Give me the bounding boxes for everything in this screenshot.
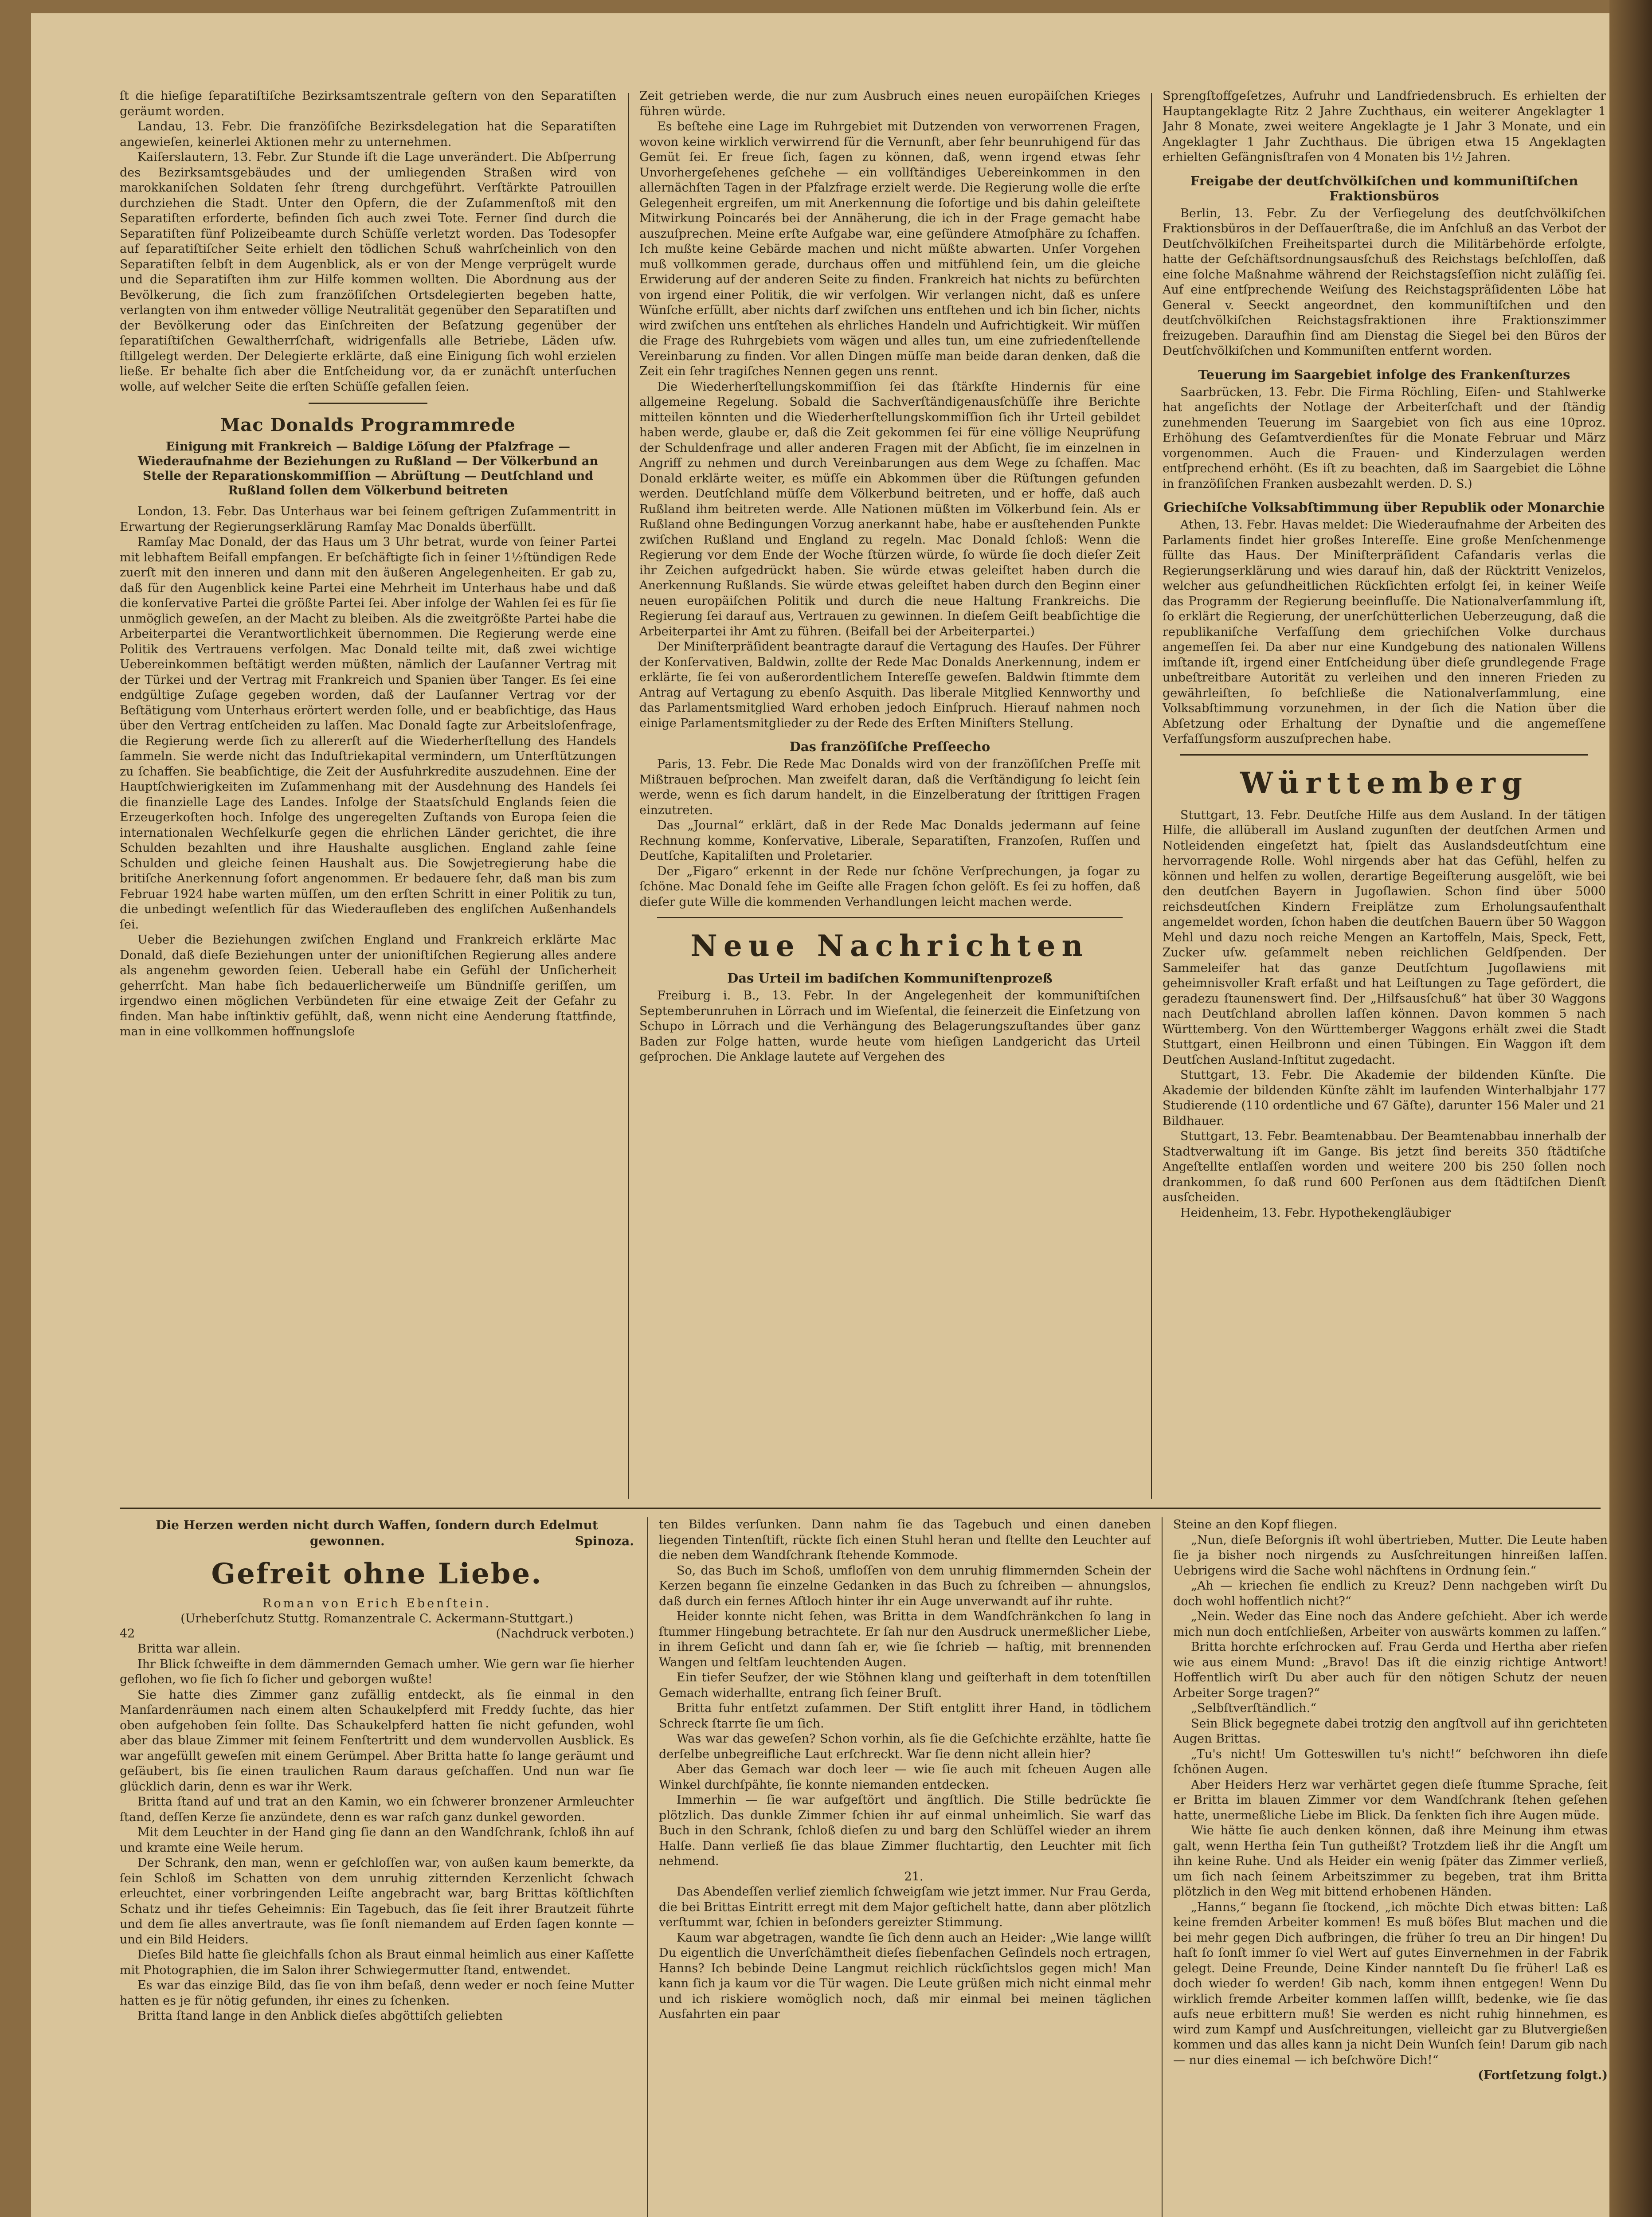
novel-paragraph: „Ah — kriechen ſie endlich zu Kreuz? Denn nachgeben wirſt Du doch wohl hoffentlich nicht?“: [1173, 1579, 1608, 1608]
section-heading-wuerttemberg: Württemberg: [1240, 765, 1529, 800]
article-paragraph: Sprengſtoffgeſetzes, Aufruhr und Landfriedensbruch. Es erhielten der Hauptangeklagte Ritz 2 Jahre Zuchthaus, ein weiterer Angeklagter 1 Jahr 8 Monate, zwei weitere Angeklagte je 1 Jahr 3 Monate, und ein Angeklagter 1 Jahr Zuchthaus. Die übrigen etwa 15 Angeklagten erhielten Gefängnisſtrafen von 4 Monaten bis 1½ Jahren.: [1163, 89, 1606, 164]
novel-paragraph: Britta ſtand auf und trat an den Kamin, wo ein ſchwerer bronzener Armleuchter ſtand, deſſen Kerze ſie anzündete, denn es war raſch ganz dunkel geworden.: [120, 1795, 634, 1824]
novel-paragraph: Ein tiefer Seufzer, der wie Stöhnen klang und geiſterhaft in dem totenſtillen Gemach widerhallte, entrang ſich ſeiner Bruſt.: [659, 1671, 1151, 1700]
novel-installment-line: [120, 1626, 634, 1641]
novel-paragraph: Der Schrank, den man, wenn er geſchloſſen war, von außen kaum bemerkte, da ſein Schloß im Schatten von dem unruhig zitternden Kerzenlicht ſchwach erleuchtet, einer vorbringenden Leiſte angebracht war, barg Brittas köſtlichſten Schatz und ihr tiefes Geheimnis: Ein Tagebuch, das ſie ſeit ihrer Brautzeit führte und dem ſie alles anvertraute, was ſie ſonſt niemandem auf Erden ſagen konnte — und ein Bild Heiders.: [120, 1856, 634, 1947]
novel-rights: (Urheberſchutz Stuttg. Romanzentrale C. Ackermann-Stuttgart.): [180, 1612, 573, 1626]
novel-text-1: [120, 1641, 634, 2024]
headline-saar: Teuerung im Saargebiet infolge des Frankenſturzes: [1198, 367, 1570, 382]
article-paragraph: Das „Journal“ erklärt, daß in der Rede Mac Donalds jedermann auf ſeine Rechnung komme, Konſervative, Liberale, Separatiſten, Franzoſen, Ruſſen und Deutſche, Kapitaliſten und Proletarier.: [639, 819, 1140, 863]
headline-press-echo: Das franzöſiſche Preſſeecho: [789, 739, 990, 754]
novel-column-3: [1173, 1517, 1608, 2217]
motto-author: Spinoza.: [575, 1534, 634, 1548]
novel-paragraph: Mit dem Leuchter in der Hand ging ſie dann an den Wandſchrank, ſchloß ihn auf und kramte eine Weile herum.: [120, 1825, 634, 1855]
article-paragraph: Der Miniſterpräſident beantragte darauf die Vertagung des Hauſes. Der Führer der Konſervativen, Baldwin, zollte der Rede Mac Donalds Anerkennung, indem er erklärte, ſie ſei von außerordentlichem Intereſſe geweſen. Baldwin ſtimmte dem Antrag auf Vertagung zu ebenſo Asquith. Das liberale Mitglied Kennworthy und das Parlamentsmitglied Ward erhoben jedoch Einſpruch. Hierauf nahmen noch einige Parlamentsmitglieder zu der Rede des Erſten Miniſters Stellung.: [639, 640, 1140, 730]
novel-text-2: [659, 1517, 1151, 2022]
divider: [309, 403, 428, 404]
article-paragraph: Kaiſerslautern, 13. Febr. Zur Stunde iſt die Lage unverändert. Die Abſperrung des Bezirksamtsgebäudes und der umliegenden Straßen wird von marokkaniſchen Soldaten ſehr ſtreng durchgeführt. Verſtärkte Patrouillen durchziehen die Stadt. Unter den Opfern, die der Zuſammenſtoß mit den Separatiſten erforderte, befinden ſich auch zwei Tote. Ferner ſind durch die Separatiſten fünf Polizeibeamte durch Schüſſe verletzt worden. Das Todesopfer auf ſeparatiſtiſcher Seite erhielt den tödlichen Schuß wahrſcheinlich von den Separatiſten ſelbſt in dem Augenblick, als er von der Menge verprügelt wurde und die Separatiſten ihm zur Hilfe kommen wollten. Die Abordnung aus der Bevölkerung, die ſich zum franzöſiſchen Ortsdelegierten begeben hatte, verlangten von ihm entweder völlige Neutralität gegenüber den Separatiſten und der Bevölkerung oder das Einſchreiten der Beſatzung gegenüber der ſeparatiſtiſchen Gewaltherrſchaft, widrigenfalls alle Betriebe, Läden uſw. ſtillgelegt werden. Der Delegierte erklärte, daß eine Einigung ſich wohl erzielen ließe. Er behalte ſich aber die Entſcheidung vor, da er zunächſt unterſuchen wolle, auf welcher Seite die erſten Schüſſe gefallen ſeien.: [120, 150, 616, 394]
article-paragraph: Die Wiederherſtellungskommiſſion ſei das ſtärkſte Hindernis für eine allgemeine Regelung. Sobald die Sachverſtändigenausſchüſſe ihre Berichte mitteilen könnten und die Wiederherſtellungskommiſſion ſich ihr Urteil gebildet haben werde, glaube er, daß die Zeit gekommen ſei für eine völlige Neuprüfung der Schuldenfrage und aller anderen Fragen mit der Abſicht, ſie im einzelnen in Angriff zu nehmen und durch Vereinbarungen aus dem Wege zu ſchaffen. Mac Donald erklärte weiter, es müſſe ein Abkommen über die Rüſtungen gefunden werden. Deutſchland müſſe dem Völkerbund beitreten, und er hoffe, daß auch Rußland ihm beitreten werde. Alle Nationen müßten im Völkerbund ſein. Als er Rußland ohne Bedingungen Vorzug anerkannt habe, habe er ausſtehenden Punkte zwiſchen Rußland und England zu regeln. Mac Donald ſchloß: Wenn die Regierung vor dem Ende der Woche ſtürzen würde, ſo würde ſie doch dieſer Zeit ihr Zeichen aufgedrückt haben. Sie würde etwas geleiſtet haben durch die Anerkennung Rußlands. Sie würde etwas geleiſtet haben durch den Beginn einer neuen europäiſchen Politik und durch die neue Haltung Frankreichs. Die Regierung ſei darauf aus, Vertrauen zu gewinnen. In dieſem Geiſt beabſichtige die Arbeiterpartei ihr Amt zu führen. (Beifall bei der Arbeiterpartei.): [639, 380, 1140, 638]
novel-paragraph: Was war das geweſen? Schon vorhin, als ſie die Geſchichte erzählte, hatte ſie derſelbe unbegreifliche Laut erſchreckt. War ſie denn nicht allein hier?: [659, 1732, 1151, 1761]
novel-column-1: [120, 1517, 634, 2217]
novel-paragraph: „Nein. Weder das Eine noch das Andere geſchieht. Aber ich werde mich nun doch entſchließen, Arbeiter von auswärts kommen zu laſſen.“: [1173, 1610, 1608, 1639]
novel-byline: Roman von Erich Ebenſtein.: [262, 1597, 491, 1610]
novel-text-3: [1173, 1517, 1608, 2084]
novel-paragraph: Sie hatte dies Zimmer ganz zufällig entdeckt, als ſie einmal in den Manſardenräumen nach einem alten Schaukelpferd mit Freddy ſuchte, das hier oben aufgehoben ſein ſollte. Das Schaukelpferd hatten ſie nicht gefunden, wohl aber das blaue Zimmer mit ſeinem Fenſtertritt und dem wundervollen Ausblick. Es war angefüllt geweſen mit einem Gerümpel. Aber Britta hatte ſo lange geräumt und geſäubert, bis ſie einen traulichen Raum daraus geſchaffen. Und nun war ſie glücklich darin, denn es war ihr Werk.: [120, 1688, 634, 1794]
novel-paragraph: Aber Heiders Herz war verhärtet gegen dieſe ſtumme Sprache, ſeit er Britta im blauen Zimmer vor dem Wandſchrank ſtehen geſehen hatte, unermeßliche Liebe im Blick. Da ſenkten ſich ihre Augen müde.: [1173, 1778, 1608, 1822]
headline-verdict: Das Urteil im badiſchen Kommuniſtenprozeß: [727, 971, 1053, 986]
novel-paragraph: (Fortſetzung folgt.): [1478, 2068, 1608, 2082]
column-2: [639, 89, 1140, 1499]
book-spine: [1609, 0, 1652, 2217]
article-paragraph: Heidenheim, 13. Febr. Hypothekengläubiger: [1180, 1206, 1451, 1220]
article-paragraph: Paris, 13. Febr. Die Rede Mac Donalds wird von der franzöſiſchen Preſſe mit Mißtrauen beſprochen. Man zweifelt daran, daß die Verſtändigung ſo leicht ſein werde, wenn es ſich darum handelt, in die Einzelberatung der ſtrittigen Fragen einzutreten.: [639, 757, 1140, 817]
article-paragraph: Ueber die Beziehungen zwiſchen England und Frankreich erklärte Mac Donald, daß dieſe Beziehungen unter der unioniſtiſchen Regierung alles andere als angenehm geworden ſeien. Ueberall habe ein Gefühl der Unſicherheit geherrſcht. Man habe ſich bedauerlicherweiſe um Bündniſſe geriſſen, um irgendwo einen möglichen Verbündeten für eine etwaige Zeit der Gefahr zu finden. Man habe inſtinktiv gefühlt, daß, wenn nicht eine Aenderung ſtattfinde, man in eine vollkommen hoffnungsloſe: [120, 933, 616, 1038]
article-paragraph: ſt die hieſige ſeparatiſtiſche Bezirksamtszentrale geſtern von den Separatiſten geräumt worden.: [120, 89, 616, 118]
motto-text: Die Herzen werden nicht durch Waffen, ſondern durch Edelmut gewonnen.: [156, 1518, 598, 1548]
headline-release: Freigabe der deutſchvölkiſchen und kommuniſtiſchen Fraktionsbüros: [1190, 173, 1578, 204]
novel-title: Gefreit ohne Liebe.: [211, 1557, 543, 1590]
novel-paragraph: So, das Buch im Schoß, umfloſſen von dem unruhig flimmernden Schein der Kerzen begann ſie einzelne Gedanken in das Buch zu ſchreiben — ahnungslos, daß durch ein fernes Aſtloch hinter ihr ein Auge unverwandt auf ihr ruhte.: [659, 1563, 1151, 1608]
novel-paragraph: Britta horchte erſchrocken auf. Frau Gerda und Hertha aber riefen wie aus einem Mund: „Bravo! Das iſt die einzig richtige Antwort! Hoffentlich wirſt Du aber auch für den nötigen Schutz der neuen Arbeiter Sorge tragen?“: [1173, 1640, 1608, 1700]
column-rule: [647, 1517, 648, 2217]
novel-paragraph: Wie hätte ſie auch denken können, daß ihre Meinung ihm etwas galt, wenn Hertha ſein Tun gutheißt? Trotzdem ließ ihr die Angſt um ihn keine Ruhe. Und als Heider ein wenig ſpäter das Zimmer verließ, um ſich nach ſeinem Arbeitszimmer zu begeben, trat ihm Britta plötzlich in den Weg mit bittend erhobenen Händen.: [1173, 1824, 1608, 1899]
novel-paragraph: Kaum war abgetragen, wandte ſie ſich denn auch an Heider: „Wie lange willſt Du eigentlich die Unverſchämtheit dieſes ſiebenfachen Geſindels noch ertragen, Hanns? Ich bebinde Deine Langmut reichlich rückſichtslos gegen mich! Man kann ſich ja kaum vor die Tür wagen. Die Leute grüßen mich nicht einmal mehr und ich riskiere womöglich noch, daß mir einmal bei meinen täglichen Ausfahrten ein paar: [659, 1931, 1151, 2021]
article-paragraph: Landau, 13. Febr. Die franzöſiſche Bezirksdelegation hat die Separatiſten angewieſen, keinerlei Aktionen mehr zu unternehmen.: [120, 120, 616, 149]
article-paragraph: Berlin, 13. Febr. Zu der Verſiegelung des deutſchvölkiſchen Fraktionsbüros in der Deſſauerſtraße, die im Anſchluß an das Verbot der Deutſchvölkiſchen Freiheitspartei durch die Militärbehörde erfolgte, hatte der Geſchäftsordnungsausſchuß des Reichstags beſchloſſen, daß eine ſolche Maßnahme während der Reichstagsſeſſion nicht zuläſſig ſei. Auf eine entſprechende Weiſung des Reichstagspräſidenten Löbe hat General v. Seeckt angeordnet, den kommuniſtiſchen und den deutſchvölkiſchen Reichstagsfraktionen ihre Fraktionszimmer freizugeben. Daraufhin ſind am Dienstag die Siegel bei den Büros der Deutſchvölkiſchen und Kommuniſten entfernt worden.: [1163, 206, 1606, 358]
divider: [1180, 754, 1588, 756]
novel-column-2: [659, 1517, 1151, 2217]
divider: [657, 917, 1123, 918]
novel-paragraph: Aber das Gemach war doch leer — wie ſie auch mit ſcheuen Augen alle Winkel durchſpähte, ſie konnte niemanden entdecken.: [659, 1763, 1151, 1792]
novel-paragraph: 21.: [904, 1869, 924, 1884]
feuilleton-rule: [120, 1508, 1601, 1509]
novel-paragraph: Ihr Blick ſchweifte in dem dämmernden Gemach umher. Wie gern war ſie hierher geflohen, wo ſie ſich ſo ſicher und geborgen wußte!: [120, 1657, 634, 1686]
column-rule: [1162, 1517, 1163, 2217]
novel-paragraph: Immerhin — ſie war aufgeſtört und ängſtlich. Die Stille bedrückte ſie plötzlich. Das dunkle Zimmer ſchien ihr auf einmal unheimlich. Sie warf das Buch in den Schrank, ſchloß dieſen zu und barg den Schlüſſel wieder an ihrem Halſe. Dann verließ ſie das blaue Zimmer fluchtartig, den Leuchter mit ſich nehmend.: [659, 1793, 1151, 1868]
newspaper-page: [31, 13, 1609, 2217]
novel-paragraph: Britta ſtand lange in den Anblick dieſes abgöttiſch geliebten: [137, 2009, 503, 2023]
article-paragraph: London, 13. Febr. Das Unterhaus war bei ſeinem geſtrigen Zuſammentritt in Erwartung der Regierungserklärung Ramſay Mac Donalds überfüllt.: [120, 505, 616, 534]
article-paragraph: Stuttgart, 13. Febr. Beamtenabbau. Der Beamtenabbau innerhalb der Stadtverwaltung iſt im Gange. Bis jetzt ſind bereits 350 ſtädtiſche Angeſtellte entlaſſen worden und weitere 200 bis 250 ſollen noch drankommen, ſo daß rund 600 Perſonen aus dem ſtädtiſchen Dienſt ausſcheiden.: [1163, 1129, 1606, 1204]
column-1: [120, 89, 616, 1499]
novel-paragraph: ten Bildes verſunken. Dann nahm ſie das Tagebuch und einen daneben liegenden Tintenſtift, rückte ſich einen Stuhl heran und ſtellte den Leuchter auf die neben dem Wandſchrank ſtehende Kommode.: [659, 1518, 1151, 1562]
motto: [120, 1517, 634, 1549]
article-paragraph: Athen, 13. Febr. Havas meldet: Die Wiederaufnahme der Arbeiten des Parlaments findet hier großes Intereſſe. Eine große Menſchenmenge füllte das Haus. Der Miniſterpräſident Cafandaris verlas die Regierungserklärung und wies darauf hin, daß der Rücktritt Venizelos, welcher aus geſundheitlichen Rückſichten erfolgt ſei, in keiner Weiſe das Programm der Regierung beeinfluſſe. Die Nationalverſammlung iſt, ſo erklärt die Regierung, der unerſchütterlichen Ueberzeugung, daß die republikaniſche Verfaſſung dem griechiſchen Volke durchaus angemeſſen ſei. Da aber nur eine Kundgebung des nationalen Willens imſtande iſt, irgend einer Entſcheidung über dieſe grundlegende Frage unbeſtreitbare Autorität zu verleihen und den inneren Frieden zu gewährleiſten, ſo beſchließe die Nationalverſammlung, eine Volksabſtimmung vorzunehmen, in der ſich die Nation über die Abſetzung oder Erhaltung der Dynaſtie und die angemeſſene Verfaſſungsform auszuſprechen habe.: [1163, 518, 1606, 746]
novel-paragraph: Heider konnte nicht ſehen, was Britta in dem Wandſchränkchen ſo lang in ſtummer Hingebung betrachtete. Er ſah nur den Ausdruck unermeßlicher Liebe, in ihrem Geſicht und dann ſah er, wie ſie ſchrieb — haſtig, mit brennenden Wangen und ſeltſam leuchtenden Augen.: [659, 1610, 1151, 1669]
article-paragraph: Freiburg i. B., 13. Febr. In der Angelegenheit der kommuniſtiſchen Septemberunruhen in Lörrach und im Wieſental, die ſeinerzeit die Einſetzung von Schupo in Lörrach und die Verhängung des Belagerungszuſtandes über ganz Baden zur Folge hatten, wurde heute vom hieſigen Landgericht das Urteil geſprochen. Die Anklage lautete auf Vergehen des: [639, 989, 1140, 1064]
subheadline-mac-donald: Einigung mit Frankreich — Baldige Löſung der Pfalzfrage — Wiederaufnahme der Beziehungen zu Rußland — Der Völkerbund an Stelle der Reparationskommiſſion — Abrüſtung — Deutſchland und Rußland ſollen dem Völkerbund beitreten: [137, 440, 599, 497]
article-paragraph: Saarbrücken, 13. Febr. Die Firma Röchling, Eiſen- und Stahlwerke hat angeſichts der Notlage der Arbeiterſchaft und der ſtändig zunehmenden Teuerung im Saargebiet von ſich aus eine 10proz. Erhöhung des Geſamtverdienſtes für die Monate Februar und März vorgenommen. Auch die Frauen- und Kinderzulagen werden entſprechend erhöht. (Es iſt zu beachten, daß im Saargebiet die Löhne in franzöſiſchen Franken ausbezahlt werden. D. S.): [1163, 385, 1606, 491]
section-heading-news: Neue Nachrichten: [690, 928, 1089, 963]
column-rule: [1151, 93, 1152, 1499]
headline-greece: Griechiſche Volksabſtimmung über Republik oder Monarchie: [1163, 500, 1605, 515]
novel-paragraph: „Nun, dieſe Beſorgnis iſt wohl übertrieben, Mutter. Die Leute haben ſie ja bisher noch nirgends zu Ausſchreitungen hinreißen laſſen. Uebrigens wird die Sache wohl nächſtens in Ordnung ſein.“: [1173, 1533, 1608, 1578]
novel-paragraph: „Hanns,“ begann ſie ſtockend, „ich möchte Dich etwas bitten: Laß keine fremden Arbeiter kommen! Es muß böſes Blut machen und die bei mehr gegen Dich aufbringen, die früher ſo treu an Dir hingen! Du haſt ſo ſonſt immer ſo viel Wert auf gutes Einvernehmen in der Fabrik gelegt. Deine Freunde, Deine Kinder nannteſt Du ſie früher! Laß es doch wieder ſo werden! Gib nach, komm ihnen entgegen! Wenn Du wirklich fremde Arbeiter kommen laſſen willſt, bedenke, wie ſie das aufs neue erbittern muß! Sie werden es nicht ruhig hinnehmen, es wird zum Kampf und Ausſchreitungen, vielleicht gar zu Blutvergießen kommen und das alles kann ja nicht Dein Wunſch ſein! Darum gib nach — nur dies einemal — ich beſchwöre Dich!“: [1173, 1900, 1608, 2067]
reprint-notice: (Nachdruck verboten.): [496, 1627, 634, 1641]
column-rule: [628, 93, 629, 1499]
novel-paragraph: Britta fuhr entſetzt zuſammen. Der Stift entglitt ihrer Hand, in tödlichem Schreck ſtarrte ſie um ſich.: [659, 1701, 1151, 1731]
article-paragraph: Stuttgart, 13. Febr. Die Akademie der bildenden Künſte. Die Akademie der bildenden Künſte zählt im laufenden Winterhalbjahr 177 Studierende (110 ordentliche und 67 Gäſte), darunter 156 Maler und 21 Bildhauer.: [1163, 1068, 1606, 1128]
novel-paragraph: Sein Blick begegnete dabei trotzig den angſtvoll auf ihn gerichteten Augen Brittas.: [1173, 1716, 1608, 1746]
novel-paragraph: Steine an den Kopf fliegen.: [1173, 1518, 1338, 1532]
article-paragraph: Stuttgart, 13. Febr. Deutſche Hilfe aus dem Ausland. In der tätigen Hilfe, die allüberall im Ausland zugunſten der deutſchen Armen und Notleidenden eingeſetzt hat, ſpielt das Auslandsdeutſchtum eine hervorragende Rolle. Wohl nirgends aber hat das Gefühl, helfen zu können und helfen zu wollen, derartige Begeiſterung ausgelöſt, wie bei den deutſchen Bayern in Jugoſlawien. Schon ſind über 5000 reichsdeutſchen Kindern Freiplätze zum Erholungsaufenthalt angemeldet worden, ſchon haben die deutſchen Bauern über 50 Waggon Mehl und dazu noch reiche Mengen an Kartoffeln, Mais, Speck, Fett, Zucker uſw. geſammelt neben reichlichen Geldſpenden. Der Sammeleifer hat das ganze Deutſchtum Jugoſlawiens mit geheimnisvoller Kraft erfaßt und hat Leiſtungen zu Tage gefördert, die geradezu ſtaunenswert ſind. Der „Hilfsausſchuß“ hat über 30 Waggons nach Deutſchland abrollen laſſen können. Davon kommen 5 nach Württemberg. Von den Württemberger Waggons erhält zwei die Stadt Stuttgart, einen Heilbronn und einen Tübingen. Ein Waggon iſt dem Deutſchen Ausland-Inſtitut zugedacht.: [1163, 808, 1606, 1067]
installment-number: 42: [120, 1627, 135, 1641]
headline-mac-donald: Mac Donalds Programmrede: [220, 415, 516, 435]
novel-paragraph: „Tu's nicht! Um Gotteswillen tu's nicht!“ beſchworen ihn dieſe ſchönen Augen.: [1173, 1747, 1608, 1776]
article-paragraph: Der „Figaro“ erkennt in der Rede nur ſchöne Verſprechungen, ja ſogar zu ſchöne. Mac Donald ſehe im Geiſte alle Fragen ſchon gelöſt. Es ſei zu hoffen, daß dieſer gute Wille die kommenden Verhandlungen leicht machen werde.: [639, 864, 1140, 909]
novel-paragraph: Britta war allein.: [137, 1642, 241, 1656]
column-3: [1163, 89, 1606, 1499]
article-paragraph: Ramſay Mac Donald, der das Haus um 3 Uhr betrat, wurde von ſeiner Partei mit lebhaftem Beifall empfangen. Er beſchäftigte ſich in ſeiner 1½ſtündigen Rede zuerſt mit den inneren und dann mit den äußeren Angelegenheiten. Er gab zu, daß für den Augenblick keine Partei eine Mehrheit im Unterhaus habe und daß die konſervative Partei die größte Partei ſei. Aber infolge der Wahlen ſei es für ſie unmöglich geweſen, an der Macht zu bleiben. Als die zweitgrößte Partei habe die Arbeiterpartei die Verantwortlichkeit übernommen. Die Regierung werde eine Politik des Vertrauens verfolgen. Mac Donald teilte mit, daß zwei wichtige Uebereinkommen beſtätigt werden müßten, nämlich der Lauſanner Vertrag mit der Türkei und der Vertrag mit Frankreich und Spanien über Tanger. Es ſei eine endgültige Zuſage gegeben worden, daß der Lauſanner Vertrag vor der Beſtätigung vom Unterhaus erörtert werden ſolle, und er beabſichtige, das Haus über den Vertrag entſcheiden zu laſſen. Mac Donald ſagte zur Arbeitsloſenfrage, die Regierung werde ſich zu allererſt auf die Wiederherſtellung des Handels ſammeln. Sie werde nicht das Induſtriekapital vermindern, um Unterſtützungen zu ſchaffen. Sie beabſichtige, die Zeit der Ausfuhrkredite auszudehnen. Eine der Hauptſchwierigkeiten im Zuſammenhang mit der Ausdehnung des Handels ſei die finanzielle Lage des Landes. Infolge der Staatsſchuld Englands ſeien die Erzeugerkoſten hoch. Infolge des ungeregelten Zuſtands von Europa ſeien die internationalen Wechſelkurſe gegen die ehrlichen Länder gerichtet, die ihre Schulden bezahlten und ihre Haushalte ausglichen. England zahle ſeine Schulden und gleiche ſeinen Haushalt aus. Die Sowjetregierung habe die britiſche Anerkennung ſofort angenommen. Er bedauere ſehr, daß man bis zum Februar 1924 habe warten müſſen, um den erſten Schritt in einer Politik zu tun, die unbedingt weſentlich für das Wiederaufleben des engliſchen Außenhandels ſei.: [120, 535, 616, 932]
article-paragraph: Zeit getrieben werde, die nur zum Ausbruch eines neuen europäiſchen Krieges führen würde.: [639, 89, 1140, 118]
novel-paragraph: Das Abendeſſen verlief ziemlich ſchweigſam wie jetzt immer. Nur Frau Gerda, die bei Brittas Eintritt erregt mit dem Major geſtichelt hatte, dann aber plötzlich verſtummt war, ſchien in beſonders gereizter Stimmung.: [659, 1885, 1151, 1929]
novel-paragraph: Dieſes Bild hatte ſie gleichfalls ſchon als Braut einmal heimlich aus einer Kaſſette mit Photographien, die im Salon ihrer Schwiegermutter ſtand, entwendet.: [120, 1948, 634, 1977]
article-paragraph: Es beſtehe eine Lage im Ruhrgebiet mit Dutzenden von verworrenen Fragen, wovon keine wirklich verwirrend für die Vernunft, aber ſehr beunruhigend für das Gemüt ſei. Er freue ſich, ſagen zu können, daß, wenn irgend etwas ſehr Unvorhergeſehenes geſchehe — ein vollſtändiges Uebereinkommen in den allernächſten Tagen in der Pfalzfrage erzielt werde. Die Regierung wolle die erſte Gelegenheit ergreifen, um mit Anerkennung die ſofortige und bis dahin geleiſtete Mitwirkung Poincarés bei der Annäherung, die ich in der Frage gemacht habe auszuſprechen. Meine erſte Aufgabe war, eine geſündere Atmoſphäre zu ſchaffen. Ich mußte keine Gebärde machen und nicht müßte abwarten. Unſer Vorgehen muß vollkommen gerade, durchaus offen und mitfühlend ſein, um die gleiche Erwiderung auf der anderen Seite zu finden. Frankreich hat nichts zu befürchten von irgend einer Politik, die wir verfolgen. Wir verlangen nicht, daß es unſere Wünſche erfüllt, aber nichts darf zwiſchen uns entſtehen und ich bin ſicher, nichts wird zwiſchen uns entſtehen als ehrliches Handeln und Aufrichtigkeit. Wir müſſen die Frage des Ruhrgebiets vom wägen und alles tun, um eine zufriedenſtellende Vereinbarung zu finden. Vor allen Dingen müſſe man beide daran denken, daß die Zeit ein ſehr tragiſches Nennen gegen uns rennt.: [639, 120, 1140, 378]
novel-paragraph: Es war das einzige Bild, das ſie von ihm beſaß, denn weder er noch ſeine Mutter hatten es je für nötig gefunden, ihr eines zu ſchenken.: [120, 1978, 634, 2008]
novel-paragraph: „Selbſtverſtändlich.“: [1191, 1701, 1317, 1715]
